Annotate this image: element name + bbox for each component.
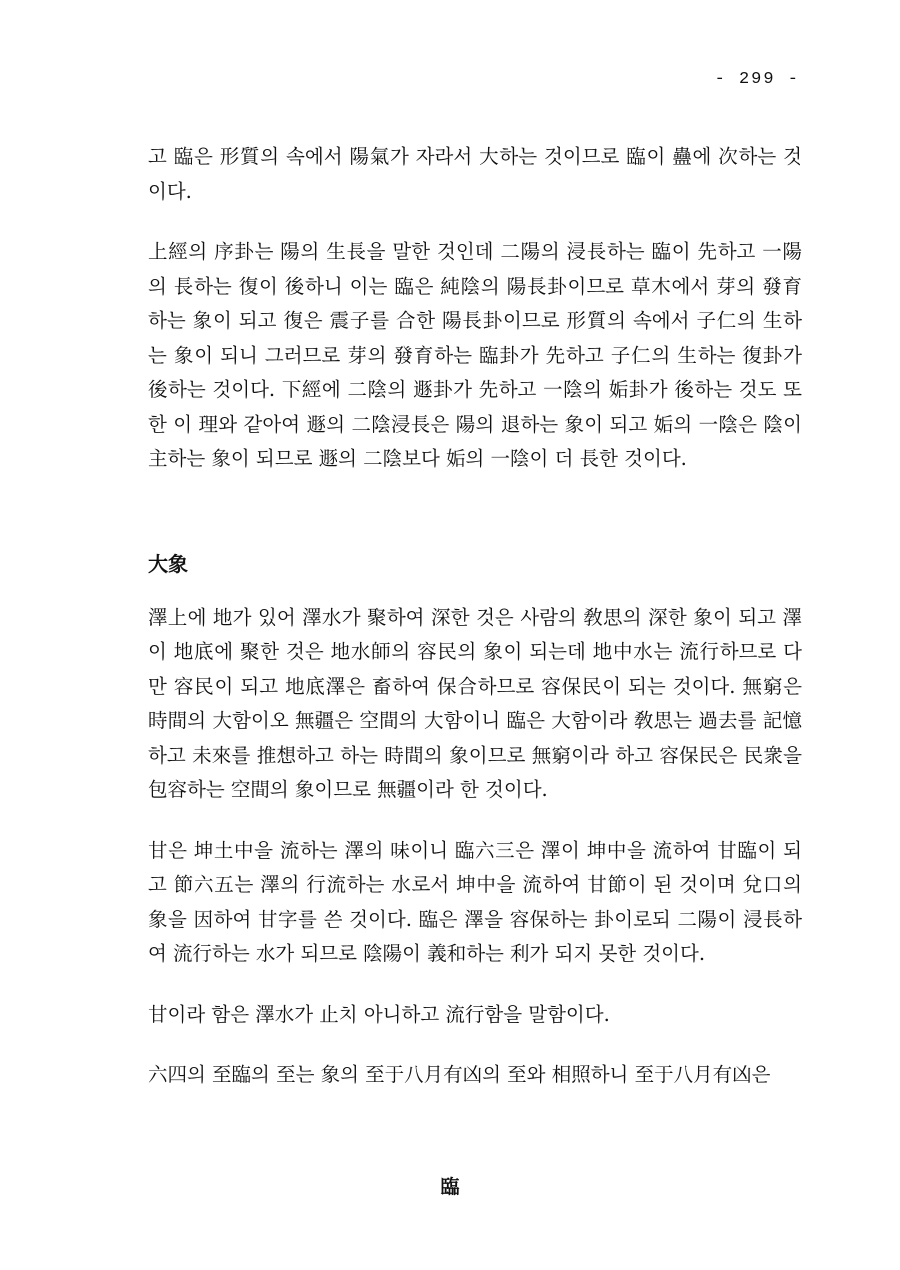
paragraph: 上經의 序卦는 陽의 生長을 말한 것인데 二陽의 浸長하는 臨이 先하고 一陽의 長하는 復이 後하니 이는 臨은 純陰의 陽長卦이므로 草木에서 芽의 發育하는 象이 되고 復은 震子를 合한 陽長卦이므로 形質의 속에서 子仁의 生하는 象이 되니 그러므로 芽의 發育하는 臨卦가 先하고 子仁의 生하는 復卦가 後하는 것이다. 下經에 二陰의 遯卦가 先하고 一陰의 姤卦가 後하는 것도 또한 이 理와 같아여 遯의 二陰浸長은 陽의 退하는 象이 되고 姤의 一陰은 陰이 主하는 象이 되므로 遯의 二陰보다 姤의 一陰이 더 長한 것이다.	[148, 240, 802, 470]
footer-title: 臨	[440, 1176, 460, 1198]
paragraph: 고 臨은 形質의 속에서 陽氣가 자라서 大하는 것이므로 臨이 蠱에 次하는 것이다.	[148, 145, 802, 203]
document-body	[148, 140, 802, 1119]
paragraph: 甘이라 함은 澤水가 止치 아니하고 流行함을 말함이다.	[148, 1002, 610, 1026]
page-number: - 299 -	[714, 70, 800, 89]
section-heading: 大象	[148, 551, 188, 576]
paragraph: 澤上에 地가 있어 澤水가 聚하여 深한 것은 사람의 敎思의 深한 象이 되고 澤이 地底에 聚한 것은 地水師의 容民의 象이 되는데 地中水는 流行하므로 다만 容民이 되고 地底澤은 畜하여 保合하므로 容保民이 되는 것이다. 無窮은 時間의 大함이오 無疆은 空間의 大함이니 臨은 大함이라 敎思는 過去를 記憶하고 未來를 推想하고 하는 時間의 象이므로 無窮이라 하고 容保民은 民衆을 包容하는 空間의 象이므로 無疆이라 한 것이다.	[148, 605, 802, 801]
paragraph: 六四의 至臨의 至는 象의 至于八月有凶의 至와 相照하니 至于八月有凶은	[148, 1063, 771, 1086]
paragraph: 甘은 坤土中을 流하는 澤의 味이니 臨六三은 澤이 坤中을 流하여 甘臨이 되고 節六五는 澤의 行流하는 水로서 坤中을 流하여 甘節이 된 것이며 兌口의 象을 因하여 甘字를 쓴 것이다. 臨은 澤을 容保하는 卦이로되 二陽이 浸長하여 流行하는 水가 되므로 陰陽이 義和하는 利가 되지 못한 것이다.	[148, 838, 802, 965]
